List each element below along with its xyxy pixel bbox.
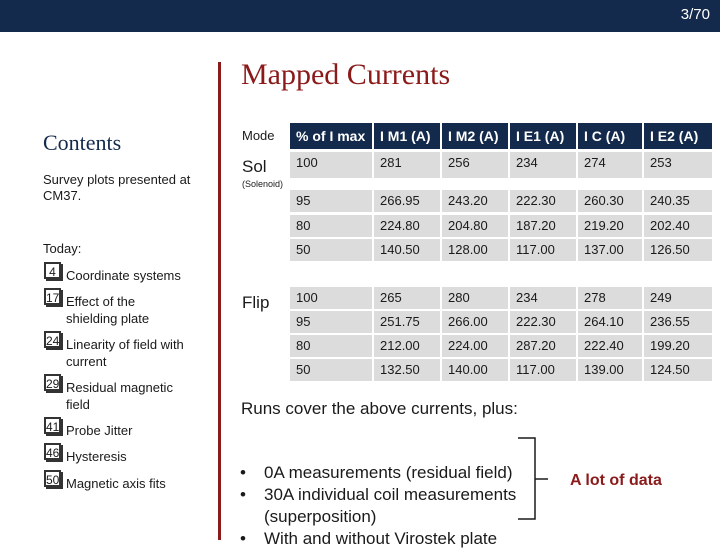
table-cell: 251.75 xyxy=(374,311,440,333)
page-number: 3/70 xyxy=(680,6,710,23)
divider-line xyxy=(218,62,221,540)
page-ref-badge[interactable]: 17 xyxy=(44,288,61,305)
table-cell: 224.80 xyxy=(374,215,440,237)
table-cell: 204.80 xyxy=(442,215,508,237)
table-cell: 236.55 xyxy=(644,311,712,333)
table-cell: 278 xyxy=(578,287,642,309)
table-cell: 234 xyxy=(510,152,576,178)
header-mode: Mode xyxy=(236,123,286,149)
table-cell: 80 xyxy=(290,215,372,237)
table-cell: 139.00 xyxy=(578,359,642,381)
table-cell: 222.40 xyxy=(578,335,642,357)
contents-item-label: Coordinate systems xyxy=(66,268,181,283)
header-ie1: I E1 (A) xyxy=(510,123,576,149)
table-cell: 202.40 xyxy=(644,215,712,237)
contents-item-label: Linearity of field with current xyxy=(66,337,184,369)
mode-sol-label: Sol xyxy=(242,157,267,176)
table-cell: 249 xyxy=(644,287,712,309)
mode-flip-label: Flip xyxy=(242,293,270,312)
table-cell: 100 xyxy=(290,287,372,309)
header-ic: I C (A) xyxy=(578,123,642,149)
table-cell: 126.50 xyxy=(644,239,712,261)
header-im2: I M2 (A) xyxy=(442,123,508,149)
table-cell: 219.20 xyxy=(578,215,642,237)
contents-item-label: Effect of the shielding plate xyxy=(66,294,150,326)
table-cell: 256 xyxy=(442,152,508,178)
page-ref-badge[interactable]: 41 xyxy=(44,417,61,434)
table-cell: 274 xyxy=(578,152,642,178)
table-cell: 128.00 xyxy=(442,239,508,261)
page-ref-badge[interactable]: 4 xyxy=(44,262,61,279)
table-cell: 100 xyxy=(290,152,372,178)
note-text: A lot of data xyxy=(570,472,662,489)
table-cell: 264.10 xyxy=(578,311,642,333)
top-bar xyxy=(0,0,720,32)
table-cell: 50 xyxy=(290,239,372,261)
today-label: Today: xyxy=(43,241,82,256)
header-ie2: I E2 (A) xyxy=(644,123,712,149)
mode-sol-sublabel: (Solenoid) xyxy=(242,179,284,189)
table-cell: 222.30 xyxy=(510,311,576,333)
table-cell: 253 xyxy=(644,152,712,178)
page-ref-badge[interactable]: 29 xyxy=(44,374,61,391)
table-cell: 287.20 xyxy=(510,335,576,357)
page-ref-badge[interactable]: 24 xyxy=(44,331,61,348)
contents-item-label: Residual magnetic field xyxy=(66,380,173,412)
table-cell: 266.00 xyxy=(442,311,508,333)
table-cell: 132.50 xyxy=(374,359,440,381)
page-ref-badge[interactable]: 50 xyxy=(44,470,61,487)
bullet-list xyxy=(238,462,538,550)
table-cell: 265 xyxy=(374,287,440,309)
table-cell: 117.00 xyxy=(510,239,576,261)
contents-item-label: Probe Jitter xyxy=(66,423,133,438)
bracket-icon xyxy=(510,435,570,525)
table-cell: 95 xyxy=(290,311,372,333)
table-cell: 260.30 xyxy=(578,190,642,212)
contents-item-label: Magnetic axis fits xyxy=(66,476,166,491)
table-cell: 281 xyxy=(374,152,440,178)
runs-text: Runs cover the above currents, plus: xyxy=(241,399,518,418)
table-cell: 95 xyxy=(290,190,372,212)
table-cell: 50 xyxy=(290,359,372,381)
contents-heading: Contents xyxy=(43,130,122,155)
table-cell: 234 xyxy=(510,287,576,309)
contents-item-label: Hysteresis xyxy=(66,449,127,464)
table-cell: 243.20 xyxy=(442,190,508,212)
table-cell: 199.20 xyxy=(644,335,712,357)
table-cell: 117.00 xyxy=(510,359,576,381)
header-percent-imax: % of I max xyxy=(290,123,372,149)
table-cell: 224.00 xyxy=(442,335,508,357)
bullet-item: • 30A individual coil measurements (superposition) xyxy=(238,484,538,528)
table-cell: 222.30 xyxy=(510,190,576,212)
page-ref-badge[interactable]: 46 xyxy=(44,443,61,460)
table-cell: 280 xyxy=(442,287,508,309)
survey-text: Survey plots presented at CM37. xyxy=(43,172,191,203)
table-cell: 240.35 xyxy=(644,190,712,212)
table-cell: 124.50 xyxy=(644,359,712,381)
table-cell: 140.50 xyxy=(374,239,440,261)
bullet-item: • 0A measurements (residual field) xyxy=(238,462,538,484)
table-cell: 212.00 xyxy=(374,335,440,357)
table-cell: 137.00 xyxy=(578,239,642,261)
table-cell: 140.00 xyxy=(442,359,508,381)
table-cell: 80 xyxy=(290,335,372,357)
page-title: Mapped Currents xyxy=(241,58,451,91)
table-cell: 187.20 xyxy=(510,215,576,237)
bullet-item: • With and without Virostek plate xyxy=(238,528,538,550)
table-cell: 266.95 xyxy=(374,190,440,212)
header-im1: I M1 (A) xyxy=(374,123,440,149)
